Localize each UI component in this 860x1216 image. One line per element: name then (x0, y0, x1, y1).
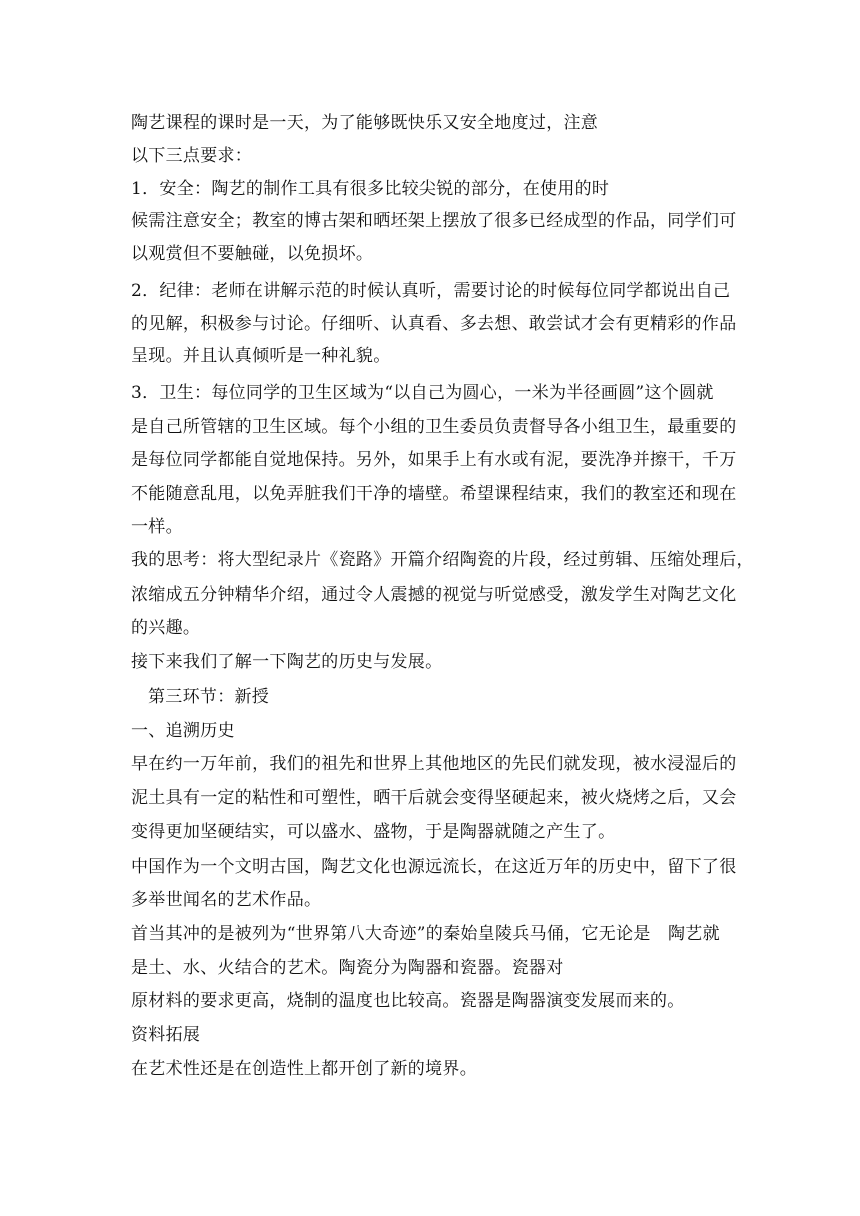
text-line: 中国作为一个文明古国，陶艺文化也源远流长，在这近万年的历史中，留下了很 (131, 857, 737, 877)
text-line: 候需注意安全；教室的博古架和晒坯架上摆放了很多已经成型的作品，同学们可 (131, 211, 737, 231)
text-line: 陶艺课程的课时是一天，为了能够既快乐又安全地度过，注意 (131, 113, 599, 133)
text-line: 的兴趣。 (131, 618, 201, 638)
text-line: 一样。 (131, 517, 183, 537)
subsection-heading: 一、追溯历史 (131, 721, 235, 741)
text-line: 原材料的要求更高，烧制的温度也比较高。瓷器是陶器演变发展而来的。 (131, 991, 685, 1011)
section-heading: 第三环节：新授 (148, 687, 270, 707)
subsection-heading: 资料拓展 (131, 1025, 201, 1045)
text-line: 是每位同学都能自觉地保持。另外，如果手上有水或有泥，要洗净并擦干，千万 (131, 450, 737, 470)
text-line: 2．纪律：老师在讲解示范的时候认真听，需要讨论的时候每位同学都说出自己 (131, 281, 731, 301)
text-line: 在艺术性还是在创造性上都开创了新的境界。 (131, 1059, 477, 1079)
text-line: 早在约一万年前，我们的祖先和世界上其他地区的先民们就发现，被水浸湿后的 (131, 754, 737, 774)
text-line: 泥土具有一定的粘性和可塑性，晒干后就会变得坚硬起来，被火烧烤之后，又会 (131, 788, 737, 808)
text-line: 3．卫生：每位同学的卫生区域为“以自己为圆心，一米为半径画圆”这个圆就 (131, 383, 714, 403)
text-line: 以下三点要求： (131, 146, 253, 166)
text-line: 的见解，积极参与讨论。仔细听、认真看、多去想、敢尝试才会有更精彩的作品 (131, 314, 737, 334)
text-line: 以观赏但不要触碰，以免损坏。 (131, 244, 374, 264)
text-line: 1．安全：陶艺的制作工具有很多比较尖锐的部分，在使用的时 (131, 179, 610, 199)
text-line: 接下来我们了解一下陶艺的历史与发展。 (131, 652, 443, 672)
text-line: 我的思考：将大型纪录片《瓷路》开篇介绍陶瓷的片段，经过剪辑、压缩处理后， (131, 550, 754, 570)
text-line: 不能随意乱甩，以免弄脏我们干净的墙壁。希望课程结束，我们的教室还和现在 (131, 484, 737, 504)
text-line: 呈现。并且认真倾听是一种礼貌。 (131, 346, 391, 366)
text-line: 浓缩成五分钟精华介绍，通过令人震撼的视觉与听觉感受，激发学生对陶艺文化 (131, 585, 737, 605)
text-line: 变得更加坚硬结实，可以盛水、盛物，于是陶器就随之产生了。 (131, 822, 616, 842)
text-line: 是土、水、火结合的艺术。陶瓷分为陶器和瓷器。瓷器对 (131, 958, 564, 978)
text-line: 首当其冲的是被列为“世界第八大奇迹”的秦始皇陵兵马俑，它无论是 陶艺就 (131, 924, 720, 944)
text-line: 多举世闻名的艺术作品。 (131, 890, 322, 910)
text-line: 是自己所管辖的卫生区域。每个小组的卫生委员负责督导各小组卫生，最重要的 (131, 417, 737, 437)
